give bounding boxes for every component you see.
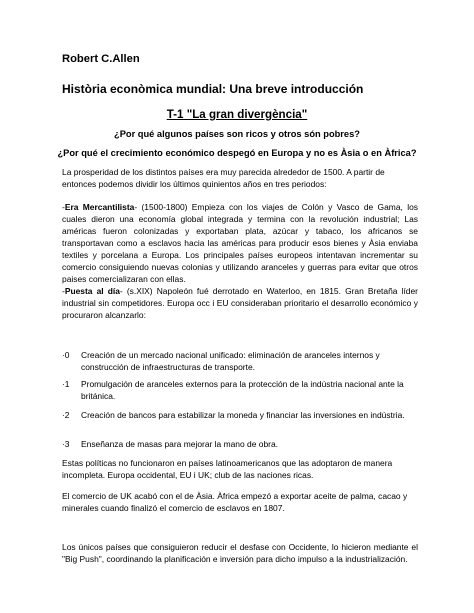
puesta-text: - (s.XIX) Napoleón fué derrotado en Waterloo, en 1815. Gran Bretaña líder industrial sin competidores. Europa occ i EU consideraban prioritario el desarrollo económico y procuraron alcanzarlo:	[62, 286, 418, 320]
document-title: Història econòmica mundial: Una breve introducción	[62, 82, 364, 96]
mercantilista-prefix: -	[62, 202, 65, 212]
list-item-text: Creación de bancos para estabilizar la moneda y financiar las inversiones en indústria.	[81, 410, 405, 420]
list-item-number: ·2	[62, 410, 70, 420]
list-item-text: Promulgación de aranceles externos para la protección de la indústria nacional ante la británica.	[81, 379, 404, 401]
mercantilista-label: Era Mercantilista	[64, 202, 135, 212]
mercantilista-text: - (1500-1800) Empieza con los viajes de Colón y Vasco de Gama, los cuales dieron una economía global integrada y termina con la revolución industrial; Las américas fueron colonizadas y exportaban plata, azúcar y tabaco, los africanos se transportavan como a esclavos hacia las américas para producir esos bienes y Àsia enviaba textiles y porcelana a Europa. Los principales países europeos intentavan incrementar su comercio consiguiendo nuevas colonias y utilizando aranceles y guerras para evitar que otros paises comercializaran con ellas.	[62, 202, 418, 284]
list-item-number: ·3	[62, 439, 70, 449]
topic-title: T-1 "La gran divergència"	[166, 108, 308, 121]
question-1: ¿Por qué algunos países son ricos y otros són pobres?	[114, 129, 360, 139]
politicas-paragraph: Estas políticas no funcionaron en países latinoamericanos que las adoptaron de manera incompleta. Europa occidental, EU i UK; club de las naciones ricas.	[62, 458, 393, 480]
author-name: Robert C.Allen	[62, 53, 140, 65]
mercantilista-paragraph	[62, 201, 418, 285]
comercio-uk-paragraph: El comercio de UK acabó con el de Àsia. Àfrica empezó a exportar aceite de palma, cacao y minerales cuando finalizó el comercio de esclavos en 1807.	[62, 491, 408, 513]
list-item-text: Creación de un mercado nacional unificado: eliminación de aranceles internos y construcción de infraestructuras de transporte.	[81, 350, 380, 372]
intro-paragraph: La prosperidad de los distintos países era muy parecida alrededor de 1500. A partir de entonces podemos dividir los últimos quinientos años en tres periodos:	[62, 167, 385, 189]
puesta-prefix: -	[62, 286, 65, 296]
list-item-text: Enseñanza de masas para mejorar la mano de obra.	[81, 439, 278, 449]
final-paragraph: Los únicos países que consiguieron reducir el desfase con Occidente, lo hicieron mediante el "Big Push", coordinando la planificación e inversión para dicho impulso a la industrialización.	[62, 542, 418, 564]
puesta-label: Puesta al día	[64, 286, 120, 296]
question-2: ¿Por qué el crecimiento económico despegó en Europa y no es Àsia o en Àfrica?	[57, 148, 417, 158]
list-item-number: ·1	[62, 379, 70, 389]
list-item-number: ·0	[62, 350, 70, 360]
puesta-paragraph	[62, 285, 418, 321]
